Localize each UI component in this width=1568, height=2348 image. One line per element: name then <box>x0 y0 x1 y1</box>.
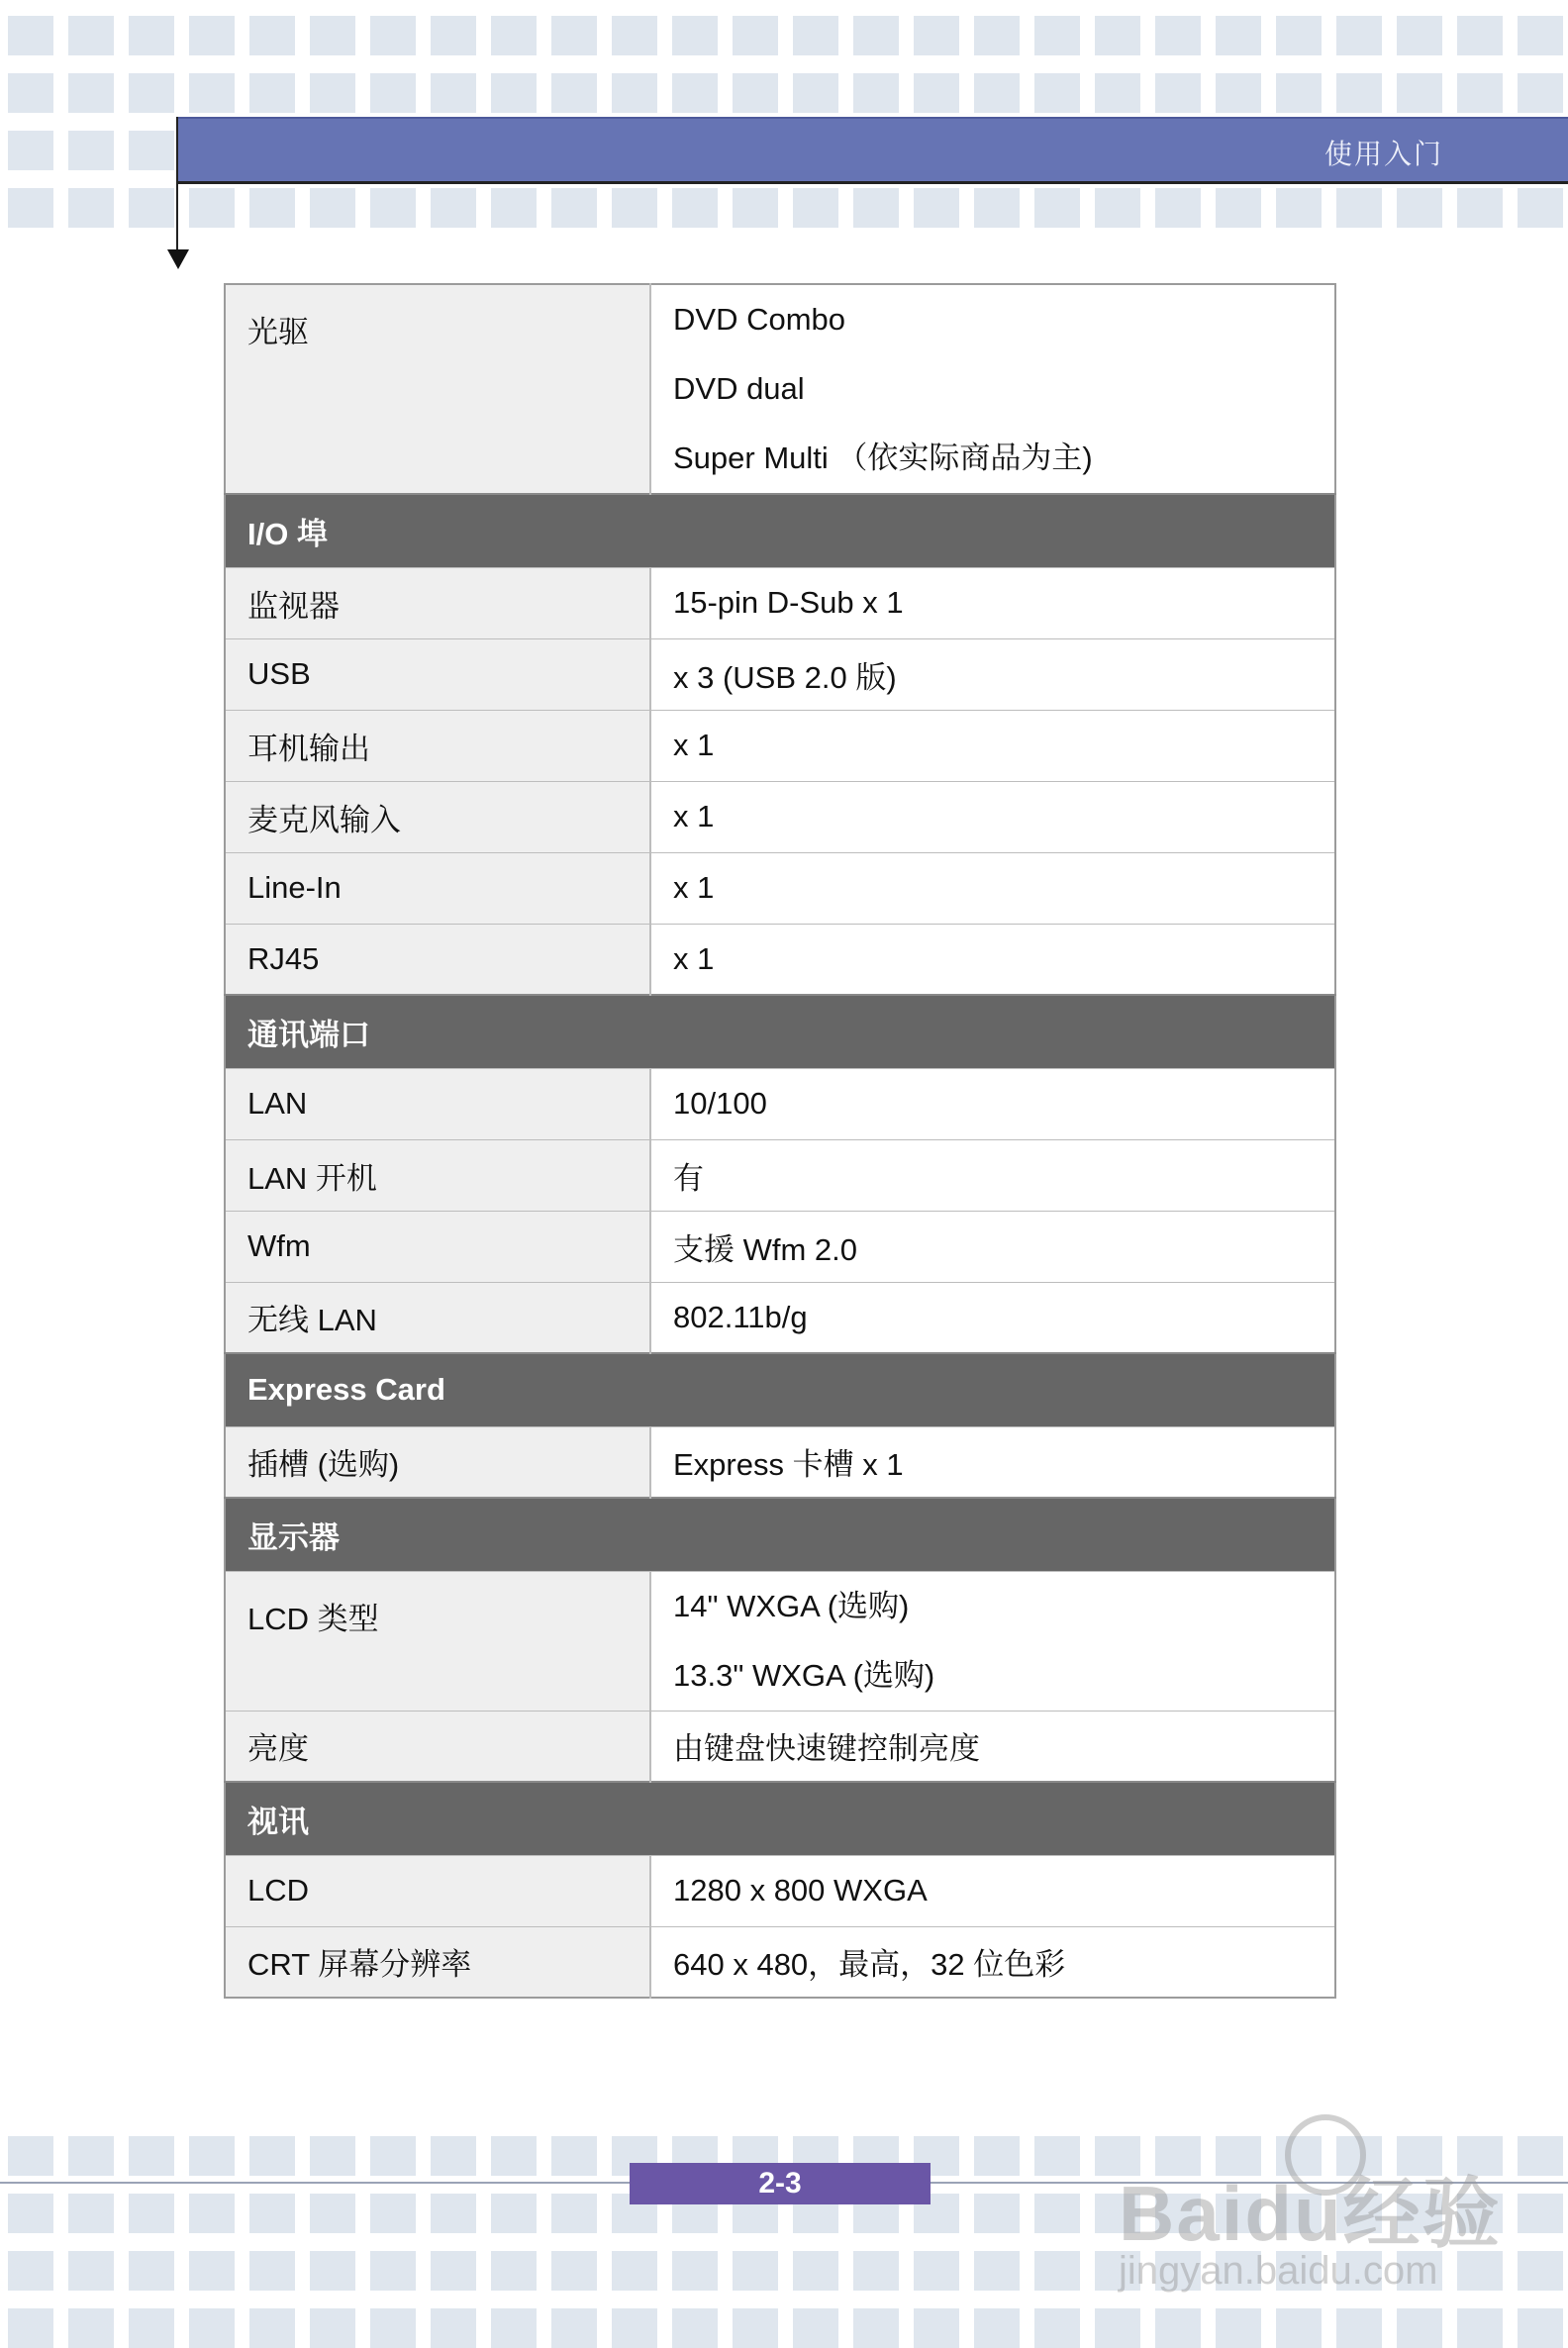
tile <box>431 73 476 113</box>
spec-row <box>225 781 1335 852</box>
spec-value <box>650 1139 1335 1211</box>
header-guide-line <box>176 117 178 255</box>
watermark-url: jingyan.baidu.com <box>1119 2249 1438 2293</box>
tile <box>370 73 416 113</box>
spec-value-line: 802.11b/g <box>673 1299 808 1334</box>
tile <box>68 188 114 228</box>
tile <box>853 16 899 55</box>
tile <box>8 188 53 228</box>
spec-label: LAN 开机 <box>225 1139 650 1211</box>
tile <box>974 2136 1020 2176</box>
tile <box>68 2194 114 2233</box>
tile <box>68 2308 114 2348</box>
spec-label: LCD <box>225 1855 650 1926</box>
tile <box>1216 73 1261 113</box>
tile <box>189 2308 235 2348</box>
tile <box>1034 16 1080 55</box>
tile <box>612 16 657 55</box>
spec-label: 耳机输出 <box>225 710 650 781</box>
tile <box>491 188 537 228</box>
tile <box>370 2308 416 2348</box>
tile <box>1216 16 1261 55</box>
tile <box>1034 2251 1080 2291</box>
tile <box>310 2251 355 2291</box>
tile <box>370 2251 416 2291</box>
spec-label: 亮度 <box>225 1711 650 1782</box>
section-header-row <box>225 1353 1335 1426</box>
tile <box>551 2136 597 2176</box>
tile <box>1457 16 1503 55</box>
tile <box>491 2308 537 2348</box>
spec-label: Wfm <box>225 1211 650 1282</box>
spec-value <box>650 284 1335 494</box>
tile <box>612 188 657 228</box>
tile <box>672 2251 718 2291</box>
spec-table-body <box>225 284 1335 1998</box>
spec-value <box>650 1282 1335 1353</box>
tile <box>1034 2194 1080 2233</box>
tile <box>672 73 718 113</box>
tile <box>129 2308 174 2348</box>
spec-value <box>650 567 1335 638</box>
tile <box>853 188 899 228</box>
tile <box>129 2136 174 2176</box>
tile <box>249 2308 295 2348</box>
tile <box>8 16 53 55</box>
spec-value-line: 由键盘快速键控制亮度 <box>673 1731 980 1767</box>
spec-label: LAN <box>225 1068 650 1139</box>
tile <box>491 2251 537 2291</box>
tile <box>491 73 537 113</box>
section-header-row <box>225 995 1335 1068</box>
tile <box>914 16 959 55</box>
tile <box>129 2251 174 2291</box>
tile <box>189 2136 235 2176</box>
tile <box>491 2194 537 2233</box>
tile <box>1457 2308 1503 2348</box>
down-arrow-icon <box>167 249 189 269</box>
tile <box>1095 73 1140 113</box>
section-title: 视讯 <box>225 1782 1335 1855</box>
tile <box>914 188 959 228</box>
spec-value <box>650 1571 1335 1711</box>
spec-value <box>650 638 1335 710</box>
tile <box>431 2194 476 2233</box>
tile <box>310 2136 355 2176</box>
tile <box>853 2308 899 2348</box>
tile <box>189 73 235 113</box>
spec-value-line: x 1 <box>673 940 715 976</box>
tile <box>672 16 718 55</box>
spec-label: 光驱 <box>225 284 650 494</box>
tile <box>1276 73 1322 113</box>
tile <box>1457 73 1503 113</box>
spec-value-line: DVD dual <box>673 371 805 406</box>
tile <box>1397 16 1442 55</box>
tile <box>551 2308 597 2348</box>
spec-row <box>225 1855 1335 1926</box>
tile <box>551 2194 597 2233</box>
tile <box>551 73 597 113</box>
tile <box>1216 188 1261 228</box>
spec-value-line: 14" WXGA (选购) <box>673 1588 910 1623</box>
tile <box>853 73 899 113</box>
tile <box>1397 188 1442 228</box>
section-title: 通讯端口 <box>225 995 1335 1068</box>
tile <box>1155 73 1201 113</box>
spec-row <box>225 1711 1335 1782</box>
tile <box>249 188 295 228</box>
tile <box>8 2194 53 2233</box>
tile <box>1155 2308 1201 2348</box>
spec-value <box>650 924 1335 995</box>
tile <box>1095 16 1140 55</box>
tile <box>491 16 537 55</box>
tile <box>1518 73 1563 113</box>
tile <box>68 2251 114 2291</box>
spec-value-line: x 1 <box>673 870 715 905</box>
tile <box>68 73 114 113</box>
spec-row <box>225 1926 1335 1998</box>
tile <box>551 16 597 55</box>
tile <box>370 2194 416 2233</box>
spec-row <box>225 1571 1335 1711</box>
tile <box>1336 73 1382 113</box>
tile <box>8 2308 53 2348</box>
spec-row <box>225 710 1335 781</box>
tile <box>431 2308 476 2348</box>
tile <box>1276 16 1322 55</box>
spec-row <box>225 1211 1335 1282</box>
tile <box>1518 188 1563 228</box>
tile <box>310 16 355 55</box>
tile <box>733 16 778 55</box>
spec-value <box>650 710 1335 781</box>
tile <box>974 2251 1020 2291</box>
spec-value <box>650 1211 1335 1282</box>
tile <box>551 188 597 228</box>
tile <box>491 2136 537 2176</box>
tile <box>793 73 838 113</box>
spec-value-line: x 3 (USB 2.0 版) <box>673 659 897 695</box>
tile <box>1034 188 1080 228</box>
tile <box>1034 2308 1080 2348</box>
spec-value <box>650 1926 1335 1998</box>
tile <box>310 188 355 228</box>
tile <box>249 2194 295 2233</box>
spec-row <box>225 284 1335 494</box>
tile <box>68 2136 114 2176</box>
spec-label: 插槽 (选购) <box>225 1426 650 1498</box>
tile <box>1518 2308 1563 2348</box>
spec-value <box>650 781 1335 852</box>
section-title: I/O 埠 <box>225 494 1335 567</box>
spec-value-line: x 1 <box>673 799 715 833</box>
tile <box>914 2251 959 2291</box>
spec-label: USB <box>225 638 650 710</box>
spec-value <box>650 1855 1335 1926</box>
tile <box>249 2136 295 2176</box>
section-header-row <box>225 1782 1335 1855</box>
tile <box>914 2308 959 2348</box>
tile <box>1457 188 1503 228</box>
tile <box>733 2308 778 2348</box>
tile <box>431 188 476 228</box>
tile <box>129 2194 174 2233</box>
tile <box>1336 188 1382 228</box>
spec-value-line: Super Multi （依实际商品为主) <box>673 440 1093 475</box>
tile <box>310 2194 355 2233</box>
spec-label: 监视器 <box>225 567 650 638</box>
spec-value-line: 15-pin D-Sub x 1 <box>673 585 904 620</box>
tile <box>431 2136 476 2176</box>
tile <box>129 131 174 170</box>
spec-table <box>224 283 1336 1999</box>
tile <box>1276 188 1322 228</box>
spec-row <box>225 638 1335 710</box>
tile <box>853 2251 899 2291</box>
tile <box>1397 73 1442 113</box>
tile <box>8 73 53 113</box>
tile <box>793 2251 838 2291</box>
spec-value-line: 支援 Wfm 2.0 <box>673 1231 858 1267</box>
spec-value <box>650 1711 1335 1782</box>
spec-label: 麦克风输入 <box>225 781 650 852</box>
spec-label: 无线 LAN <box>225 1282 650 1353</box>
section-header-row <box>225 494 1335 567</box>
spec-value-line: 10/100 <box>673 1086 767 1121</box>
tile <box>612 73 657 113</box>
tile <box>310 73 355 113</box>
tile <box>431 2251 476 2291</box>
spec-value-line: Express 卡槽 x 1 <box>673 1447 904 1483</box>
tile <box>974 2308 1020 2348</box>
tile <box>733 188 778 228</box>
section-title: 显示器 <box>225 1498 1335 1571</box>
tile <box>551 2251 597 2291</box>
spec-value-line: 1280 x 800 WXGA <box>673 1873 928 1908</box>
section-title: Express Card <box>225 1353 1335 1426</box>
spec-value-line: DVD Combo <box>673 302 845 337</box>
spec-value-line: x 1 <box>673 728 715 762</box>
tile <box>129 16 174 55</box>
tile <box>8 2136 53 2176</box>
tile <box>612 2251 657 2291</box>
spec-row <box>225 1068 1335 1139</box>
tile <box>793 188 838 228</box>
tile <box>189 16 235 55</box>
spec-row <box>225 1139 1335 1211</box>
tile <box>793 2308 838 2348</box>
tile <box>1336 16 1382 55</box>
spec-value <box>650 1426 1335 1498</box>
spec-value-line: 有 <box>673 1160 704 1196</box>
watermark-brand: Baidu经验 <box>1119 2170 1502 2257</box>
spec-row <box>225 924 1335 995</box>
tile <box>8 2251 53 2291</box>
spec-label: RJ45 <box>225 924 650 995</box>
tile <box>914 73 959 113</box>
tile <box>370 2136 416 2176</box>
tile <box>1155 16 1201 55</box>
tile <box>189 188 235 228</box>
spec-row <box>225 567 1335 638</box>
tile <box>1095 188 1140 228</box>
tile <box>793 16 838 55</box>
section-header-row <box>225 1498 1335 1571</box>
tile <box>370 188 416 228</box>
spec-label: LCD 类型 <box>225 1571 650 1711</box>
spec-value <box>650 1068 1335 1139</box>
tile <box>8 131 53 170</box>
spec-row <box>225 852 1335 924</box>
tile <box>733 2251 778 2291</box>
tile <box>672 188 718 228</box>
tile <box>249 16 295 55</box>
tile <box>129 188 174 228</box>
spec-label: Line-In <box>225 852 650 924</box>
spec-row <box>225 1426 1335 1498</box>
spec-label: CRT 屏幕分辨率 <box>225 1926 650 1998</box>
tile <box>672 2308 718 2348</box>
tile <box>1216 2308 1261 2348</box>
tile <box>68 16 114 55</box>
tile <box>249 2251 295 2291</box>
spec-value <box>650 852 1335 924</box>
watermark <box>1109 2108 1524 2306</box>
tile <box>1397 2308 1442 2348</box>
tile <box>68 131 114 170</box>
tile <box>370 16 416 55</box>
tile <box>974 188 1020 228</box>
page-number: 2-3 <box>630 2163 931 2204</box>
tile <box>431 16 476 55</box>
tile <box>189 2194 235 2233</box>
tile <box>612 2308 657 2348</box>
tile <box>733 73 778 113</box>
tile <box>1276 2308 1322 2348</box>
tile <box>1518 16 1563 55</box>
tile <box>1034 73 1080 113</box>
tile <box>1155 188 1201 228</box>
tile <box>1095 2308 1140 2348</box>
tile <box>189 2251 235 2291</box>
tile <box>974 16 1020 55</box>
spec-row <box>225 1282 1335 1353</box>
tile <box>1034 2136 1080 2176</box>
tile <box>974 73 1020 113</box>
tile <box>974 2194 1020 2233</box>
spec-value-line: 640 x 480，最高，32 位色彩 <box>673 1947 1066 1983</box>
tile <box>129 73 174 113</box>
tile <box>249 73 295 113</box>
chapter-title: 使用入门 <box>1323 138 1443 170</box>
spec-value-line: 13.3" WXGA (选购) <box>673 1657 935 1693</box>
tile <box>1336 2308 1382 2348</box>
tile <box>310 2308 355 2348</box>
